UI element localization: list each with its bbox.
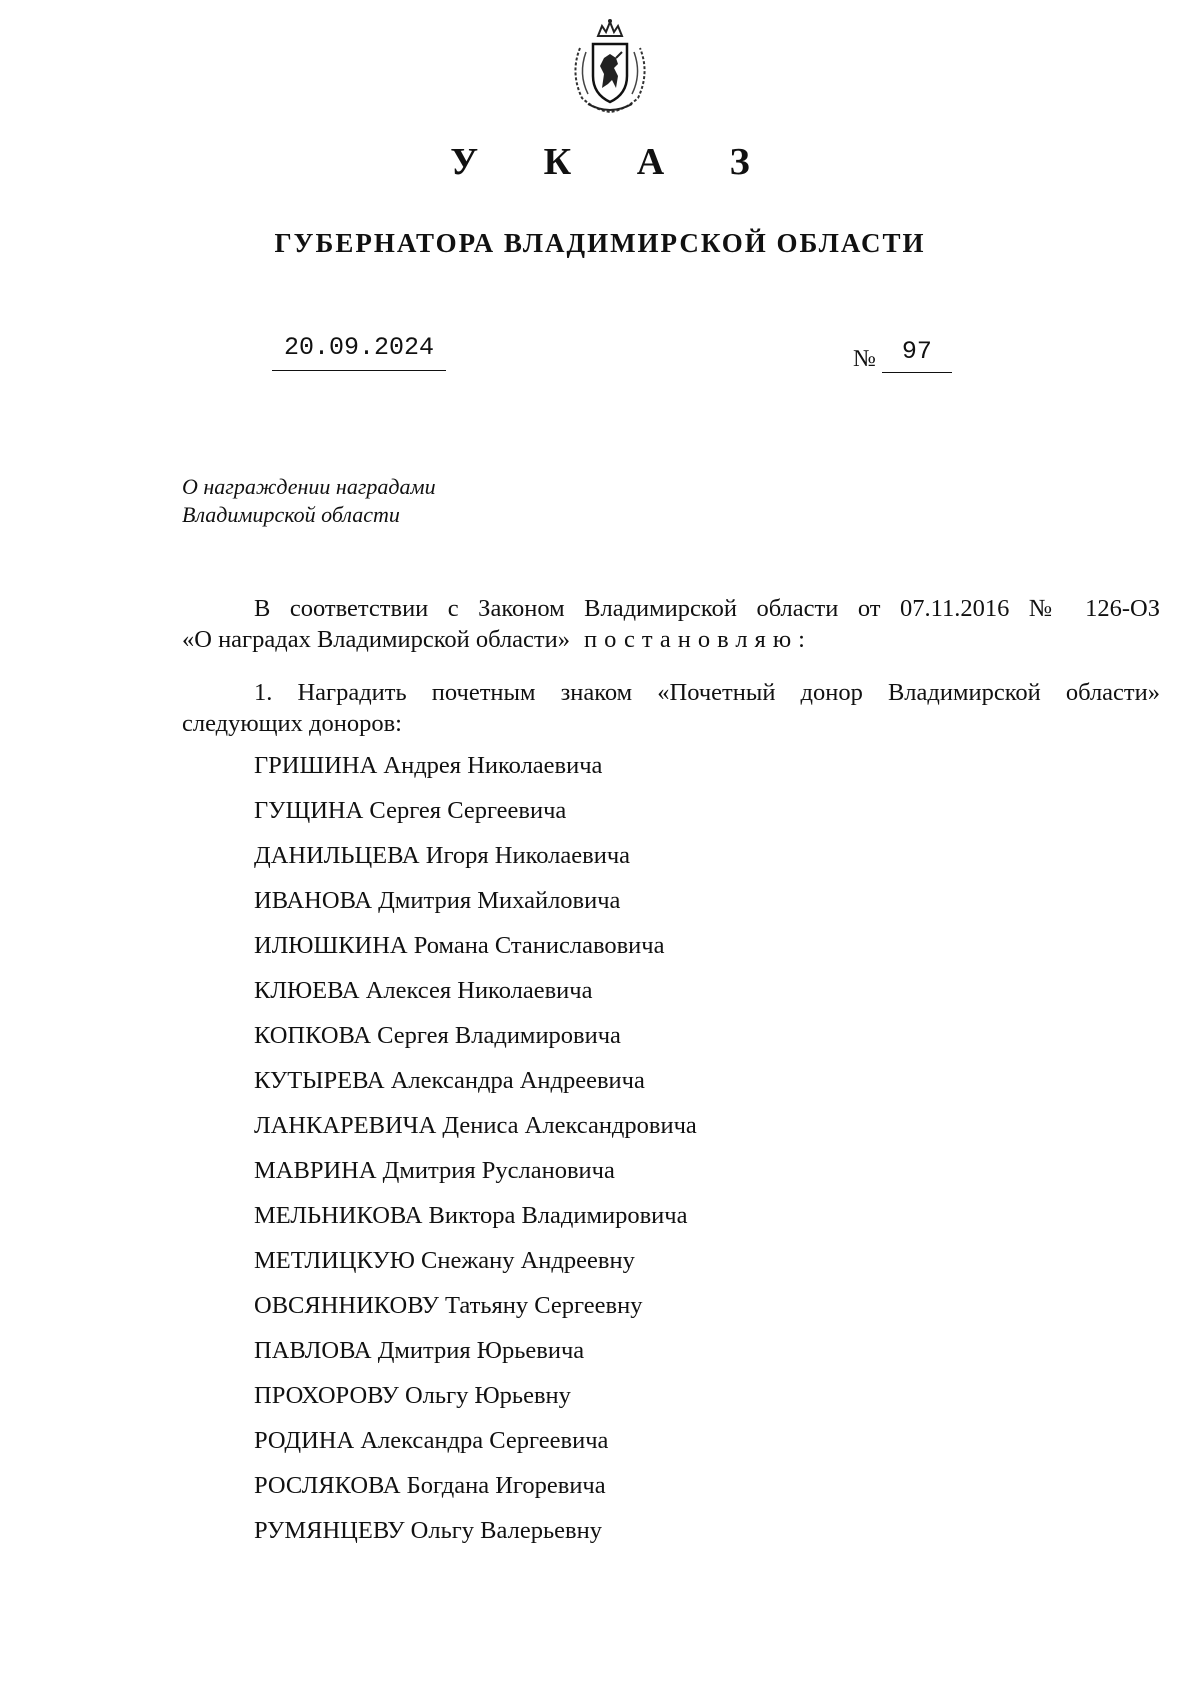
donor-list-item: КЛЮЕВА Алексея Николаевича [254,977,593,1004]
decree-number: 97 [882,337,952,373]
document-subtitle: ГУБЕРНАТОРА ВЛАДИМИРСКОЙ ОБЛАСТИ [274,228,926,258]
item-1-paragraph [182,677,1160,739]
donor-list-item: ЛАНКАРЕВИЧА Дениса Александровича [254,1112,697,1139]
preamble-law-name: «О наградах Владимирской области» [182,626,570,653]
donor-list-item: ИЛЮШКИНА Романа Станиславовича [254,932,665,959]
donor-list-item: ИВАНОВА Дмитрия Михайловича [254,887,621,914]
preamble-paragraph [182,593,1160,655]
number-sign: № [853,346,876,372]
decree-word: постановляю: [584,626,812,653]
donor-list [254,750,697,1560]
donor-list-item: ПАВЛОВА Дмитрия Юрьевича [254,1337,585,1364]
donor-list-item: РОСЛЯКОВА Богдана Игоревича [254,1472,606,1499]
donor-list-item: ОВСЯННИКОВУ Татьяну Сергеевну [254,1292,643,1319]
donor-list-item: КУТЫРЕВА Александра Андреевича [254,1067,645,1094]
decree-number-block [853,337,952,373]
decree-date: 20.09.2024 [272,333,446,371]
coat-of-arms-icon [560,18,660,118]
document-title: У К А З [450,141,778,183]
preamble-line-1: В соответствии с Законом Владимирской области от 07.11.2016 № 126-ОЗ [254,595,1160,622]
subject-line-2: Владимирской области [182,502,400,527]
donor-list-item: ПРОХОРОВУ Ольгу Юрьевну [254,1382,571,1409]
donor-list-item: МЕЛЬНИКОВА Виктора Владимировича [254,1202,688,1229]
donor-list-item: РОДИНА Александра Сергеевича [254,1427,609,1454]
subject-line-1: О награждении наградами [182,474,436,499]
preamble-line-2 [182,624,1160,655]
donor-list-item: ГУЩИНА Сергея Сергеевича [254,797,567,824]
item-1-line-1: 1. Наградить почетным знаком «Почетный донор Владимирской области» [254,679,1160,706]
donor-list-item: ГРИШИНА Андрея Николаевича [254,752,603,779]
donor-list-item: КОПКОВА Сергея Владимировича [254,1022,621,1049]
decree-subject [182,473,436,529]
donor-list-item: МАВРИНА Дмитрия Руслановича [254,1157,615,1184]
donor-list-item: РУМЯНЦЕВУ Ольгу Валерьевну [254,1517,602,1544]
item-1-line-2: следующих доноров: [182,710,402,737]
donor-list-item: ДАНИЛЬЦЕВА Игоря Николаевича [254,842,631,869]
donor-list-item: МЕТЛИЦКУЮ Снежану Андреевну [254,1247,635,1274]
